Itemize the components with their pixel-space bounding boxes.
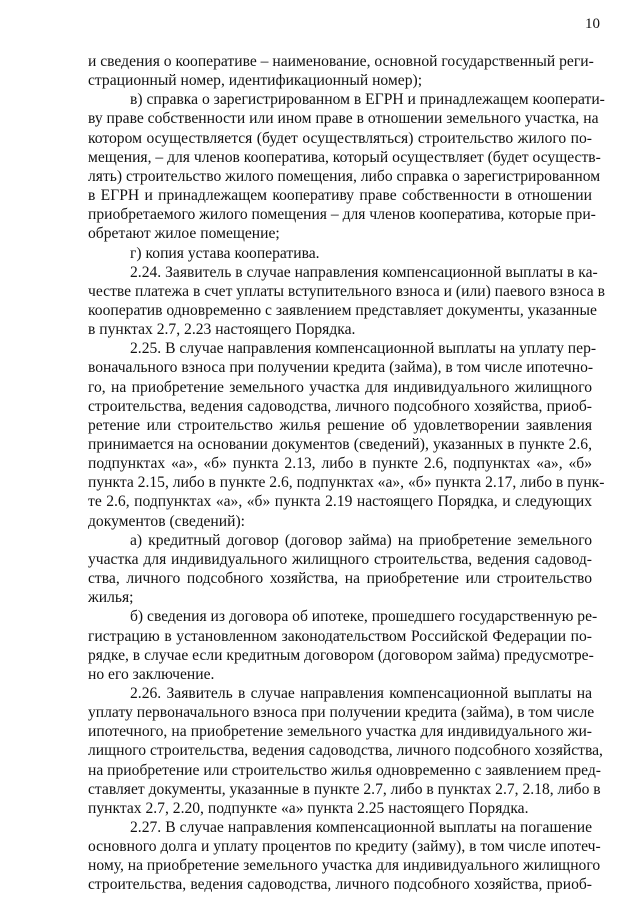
text-line: лять) строительство жилого помещения, либо справка о зарегистрированном: [88, 167, 601, 185]
text-line: 2.27. В случае направления компенсационной выплаты на погашение: [130, 819, 592, 836]
text-line: б) сведения из договора об ипотеке, прошедшего государственную ре-: [130, 608, 598, 626]
text-line: обретают жилое помещение;: [88, 225, 280, 243]
text-line: строительства, ведения садоводства, личного подсобного хозяйства, приоб-: [88, 397, 592, 415]
text-line: жилья;: [88, 589, 134, 607]
text-line: г) копия устава кооператива.: [130, 244, 320, 262]
text-line: ипотечного, на приобретение земельного участка для индивидуального жи-: [88, 723, 592, 741]
text-line: лищного строительства, ведения садоводства, личного подсобного хозяйства,: [88, 742, 603, 760]
text-line: рядке, в случае если кредитным договором (договором займа) предусмотре-: [88, 646, 594, 664]
text-line: и сведения о кооперативе – наименование, основной государственный реги-: [88, 53, 594, 70]
text-line: честве платежа в счет уплаты вступительного взноса и (или) паевого взноса в: [88, 282, 605, 300]
text-line: воначального взноса при получении кредита (займа), в том числе ипотечно-: [88, 359, 594, 377]
text-line: пунктах 2.7, 2.20, подпункте «а» пункта 2.25 настоящего Порядка.: [88, 799, 529, 817]
text-line: страционный номер, идентификационный номер);: [88, 72, 423, 90]
text-line: в) справка о зарегистрированном в ЕГРН и принадлежащем кооперати-: [130, 91, 605, 109]
text-line: гистрацию в установленном законодательством Российской Федерации по-: [88, 627, 592, 645]
text-line: ства, личного подсобного хозяйства, на приобретение или строительство: [88, 570, 592, 588]
text-line: 2.24. Заявитель в случае направления компенсационной выплаты в ка-: [130, 263, 598, 281]
text-line: на приобретение или строительство жилья одновременно с заявлением пред-: [88, 761, 601, 779]
text-line: в пунктах 2.7, 2.23 настоящего Порядка.: [88, 321, 356, 339]
text-line: подпунктах «а», «б» пункта 2.13, либо в пункте 2.6, подпунктах «а», «б»: [88, 455, 592, 473]
text-line: го, на приобретение земельного участка для индивидуального жилищного: [88, 378, 592, 396]
text-line: а) кредитный договор (договор займа) на приобретение земельного: [130, 531, 592, 549]
text-line: уплату первоначального взноса при получении кредита (займа), в том числе: [88, 704, 595, 722]
text-line: ному, на приобретение земельного участка для индивидуального жилищного: [88, 857, 601, 875]
text-line: основного долга и уплату процентов по кредиту (займу), в том числе ипотеч-: [88, 838, 601, 856]
text-line: но его заключение.: [88, 665, 215, 683]
text-line: пункта 2.15, либо в пункте 2.6, подпунктах «а», «б» пункта 2.17, либо в пунк-: [88, 474, 605, 492]
text-line: документов (сведений):: [88, 512, 245, 530]
text-line: ретение или строительство жилья решение об удовлетворении заявления: [88, 416, 592, 434]
text-line: ву праве собственности или ином праве в отношении земельного участка, на: [88, 110, 599, 128]
page-number: 10: [585, 16, 600, 32]
text-line: строительства, ведения садоводства, личного подсобного хозяйства, приоб-: [88, 876, 592, 894]
text-line: кооператив одновременно с заявлением представляет документы, указанные: [88, 301, 597, 319]
text-line: котором осуществляется (будет осуществляться) строительство жилого по-: [88, 129, 592, 147]
text-line: мещения, – для членов кооператива, который осуществляет (будет осуществ-: [88, 148, 601, 166]
text-line: 2.25. В случае направления компенсационной выплаты на уплату пер-: [130, 340, 597, 358]
text-line: в ЕГРН и принадлежащем кооперативу праве собственности в отношении: [88, 187, 592, 205]
text-line: ставляет документы, указанные в пункте 2.7, либо в пунктах 2.7, 2.18, либо в: [88, 780, 601, 798]
text-line: участка для индивидуального жилищного строительства, ведения садовод-: [88, 550, 592, 568]
text-line: принимается на основании документов (сведений), указанных в пункте 2.6,: [88, 436, 592, 453]
text-line: 2.26. Заявитель в случае направления компенсационной выплаты на: [130, 684, 592, 702]
text-line: те 2.6, подпунктах «а», «б» пункта 2.19 настоящего Порядка, и следующих: [88, 493, 592, 511]
text-line: приобретаемого жилого помещения – для членов кооператива, которые при-: [88, 206, 596, 224]
